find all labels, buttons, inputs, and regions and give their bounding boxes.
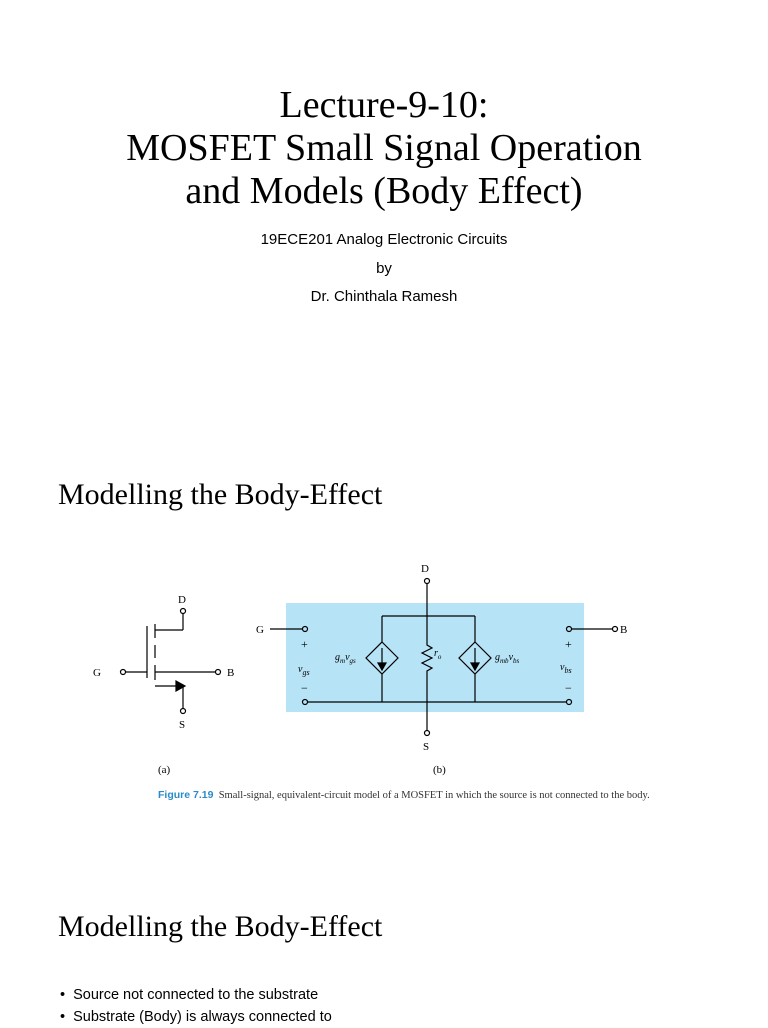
vgs-minus: − <box>301 681 308 695</box>
author-name: Dr. Chinthala Ramesh <box>310 288 458 305</box>
bullet-item: • Substrate (Body) is always connected to <box>60 1006 332 1028</box>
title-slide <box>0 0 768 330</box>
bullet-list <box>60 984 332 1028</box>
gm-source-label: $g_mv_{gs}$ <box>335 652 356 665</box>
slide-heading: Modelling the Body-Effect <box>58 478 383 511</box>
gmb-source-label: $g_{mb}v_{bs}$ <box>495 652 520 665</box>
slide-heading-2: Modelling the Body-Effect <box>58 910 383 943</box>
figure-number: Figure 7.19 <box>158 789 214 801</box>
symbol-gate-label: G <box>93 667 101 679</box>
vgs-plus: + <box>301 637 308 651</box>
symbol-drain-label: D <box>178 594 186 606</box>
slide-title <box>0 84 768 213</box>
ro-label: $r_o$ <box>434 648 442 661</box>
vgs-label: $v_{gs}$ <box>298 664 310 677</box>
figure-caption <box>158 789 688 802</box>
title-line-3: and Models (Body Effect) <box>185 170 583 212</box>
circuit-gate-label: G <box>256 624 264 636</box>
circuit-source-label: S <box>423 741 430 753</box>
title-line-2: MOSFET Small Signal Operation <box>126 127 642 169</box>
panel-b-label: (b) <box>433 764 446 776</box>
by-label: by <box>376 260 392 277</box>
body-effect-slide <box>0 450 768 860</box>
mosfet-figure <box>0 550 768 880</box>
bullet-item: • Source not connected to the substrate <box>60 984 332 1006</box>
symbol-source-label: S <box>179 719 186 731</box>
symbol-body-label: B <box>227 667 235 679</box>
figure-caption-text: Small-signal, equivalent-circuit model of a MOSFET in which the source is not connected to the body. <box>218 790 650 801</box>
title-line-1: Lecture-9-10: <box>279 84 489 126</box>
circuit-drain-label: D <box>421 563 429 575</box>
course-name: 19ECE201 Analog Electronic Circuits <box>260 231 508 248</box>
vbs-plus: + <box>565 637 572 651</box>
mosfet-symbol <box>121 609 221 714</box>
vbs-label: $v_{bs}$ <box>560 662 572 675</box>
vbs-minus: − <box>565 681 572 695</box>
circuit-body-label: B <box>620 624 628 636</box>
panel-a-label: (a) <box>158 764 171 776</box>
